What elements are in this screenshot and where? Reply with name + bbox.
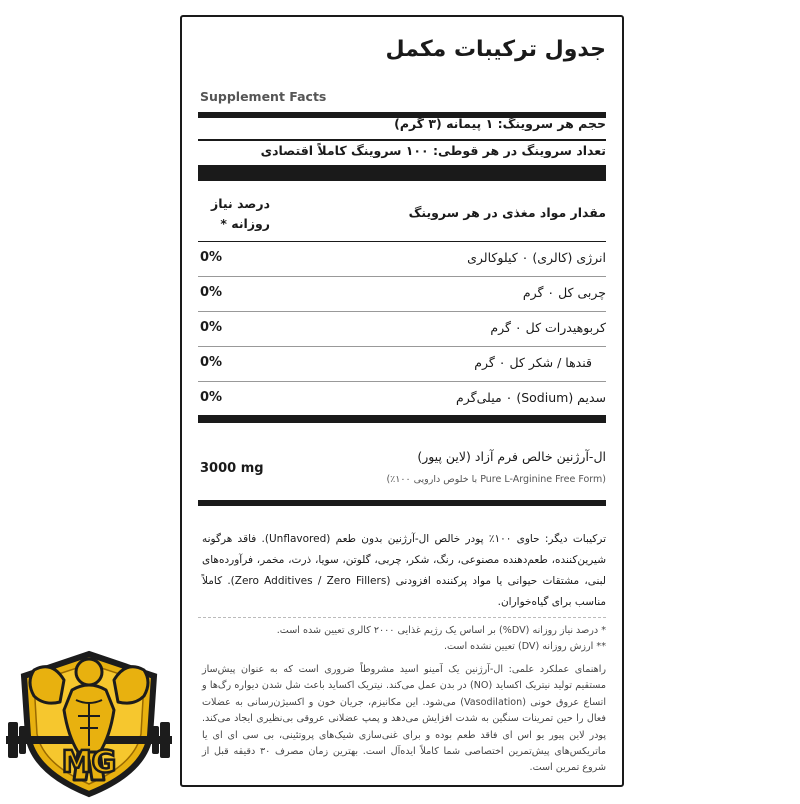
serving-size: حجم هر سروینگ: ۱ پیمانه (۳ گرم): [394, 116, 606, 131]
panel-title: جدول ترکیبات مکمل: [385, 37, 606, 62]
daily-value-header: [200, 194, 270, 234]
dashed-divider: [198, 617, 606, 618]
scientific-guide: راهنمای عملکرد علمی: ال-آرژنین یک آمینو اسید مشروطاً ضروری است که به عنوان پیش‌ساز مستقیم تولید نیتریک اکساید (NO) در بدن عمل می‌کند. نیتریک اکساید باعث شل شدن دیواره رگ‌ها و اتساع عروق خونی (Vasodilation) می‌شود. این مکانیزم، جریان خون و اکسیژن‌رسانی به عضلات فعال را حین تمرینات سنگین به شدت افزایش می‌دهد و پمپ عضلانی عروقی بی‌نظیری ایجاد می‌کند. پودر لاین پیور یو اس ای فاقد طعم بوده و برای غنی‌سازی شیک‌های پروتئینی، بی سی ای ای یا ماتریکس‌های پیش‌تمرین اختصاصی شما کاملاً ایده‌آل است. بهترین زمان مصرف ۳۰ دقیقه قبل از شروع تمرین است.: [202, 664, 606, 774]
nutrient-percent: 0%: [200, 355, 223, 370]
servings-per-container: تعداد سروینگ در هر قوطی: ۱۰۰ سروینگ کاملاً اقتصادی: [260, 143, 606, 158]
daily-value-header-line1: درصد نیاز: [211, 196, 270, 211]
arginine-note: (Pure L-Arginine Free Form با خلوص دارویی ۱۰۰٪): [386, 474, 606, 485]
footnote-not-established: ** ارزش روزانه (DV) تعیین نشده است.: [443, 641, 606, 652]
mg-bodybuilder-logo: [4, 640, 174, 800]
panel-subtitle: Supplement Facts: [200, 89, 327, 104]
nutrient-percent: 0%: [200, 390, 223, 405]
nutrient-label: سدیم (Sodium) ۰ میلی‌گرم: [456, 390, 606, 405]
other-ingredients: ترکیبات دیگر: حاوی ۱۰۰٪ پودر خالص ال-آرژنین بدون طعم (Unflavored). فاقد هرگونه شیرین‌کننده، طعم‌دهنده مصنوعی، رنگ، شکر، چربی، گلوتن، سویا، ذرت، مخمر، فرآورده‌های لبنی، مشتقات حیوانی یا مواد پرکننده افزودنی (Zero Additives / Zero Fillers). کاملاً مناسب برای گیاه‌خواران.: [202, 533, 606, 608]
amount-per-serving-header: مقدار مواد مغذی در هر سروینگ: [408, 205, 606, 220]
nutrient-label: کربوهیدرات کل ۰ گرم: [490, 320, 606, 335]
nutrient-row: [198, 381, 606, 417]
supplement-facts-panel: [180, 15, 624, 787]
arginine-amount: 3000 mg: [200, 461, 264, 476]
nutrient-label: انرژی (کالری) ۰ کیلوکالری: [467, 250, 606, 265]
logo-letters: MG: [61, 745, 117, 780]
thick-divider: [198, 415, 606, 423]
arginine-label: ال-آرژنین خالص فرم آزاد (لاین پیور): [417, 449, 606, 464]
daily-value-header-line2: روزانه *: [220, 216, 270, 231]
nutrient-percent: 0%: [200, 285, 223, 300]
nutrient-percent: 0%: [200, 320, 223, 335]
nutrient-row: [198, 241, 606, 277]
nutrient-row: [198, 346, 606, 382]
nutrient-label: قندها / شکر کل ۰ گرم: [474, 355, 592, 370]
thick-divider: [198, 165, 606, 181]
nutrient-label: چربی کل ۰ گرم: [522, 285, 606, 300]
divider: [198, 139, 606, 141]
nutrient-row: [198, 276, 606, 312]
nutrient-row: [198, 311, 606, 347]
nutrient-percent: 0%: [200, 250, 223, 265]
thick-divider: [198, 500, 606, 506]
footnote-daily-value: * درصد نیاز روزانه (DV%) بر اساس یک رژیم غذایی ۲۰۰۰ کالری تعیین شده است.: [276, 625, 606, 636]
